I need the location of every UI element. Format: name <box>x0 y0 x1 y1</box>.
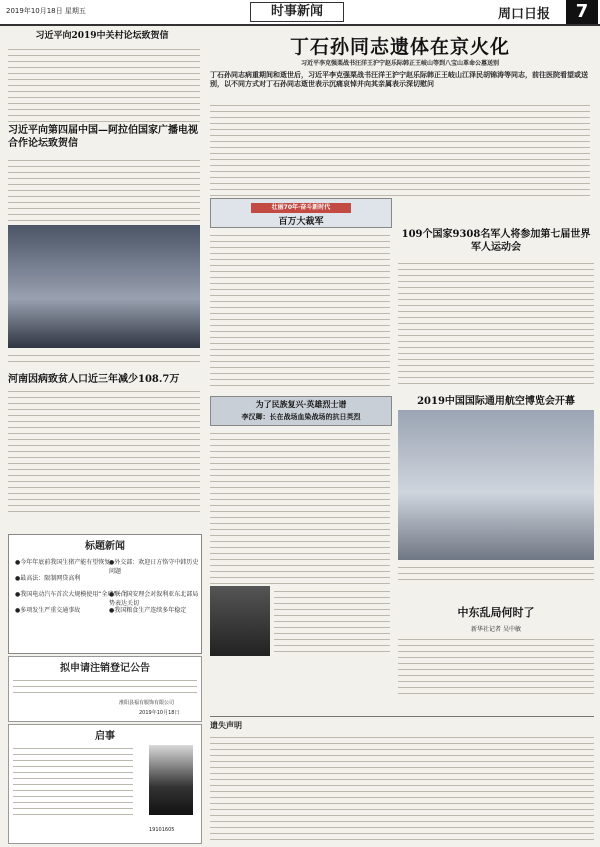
hero-series-banner <box>210 396 392 426</box>
feature-banner-label: 壮丽70年·奋斗新时代 <box>251 203 351 213</box>
aviation-caption <box>398 562 594 580</box>
right-article-2-title: 2019中国国际通用航空博览会开幕 <box>417 396 575 407</box>
feature-body <box>210 230 390 390</box>
headlines-box <box>8 534 202 654</box>
obituary-phone: 19101605 <box>149 827 175 833</box>
bottom-right-body <box>398 634 594 694</box>
right-article-1-body <box>398 258 594 388</box>
portrait-photo <box>210 586 270 656</box>
headline-item: ●我国电动汽车首次大规模使用“全球”一号 <box>15 591 129 598</box>
main-body <box>210 100 590 196</box>
hero-series-body <box>210 428 390 584</box>
notice-body <box>210 732 594 842</box>
headline-item: ●最高法：限制网贷高利 <box>15 575 81 582</box>
feature-title: 百万大裁军 <box>278 217 324 227</box>
right-article-1-title: 109个国家9308名军人将参加第七届世界军人运动会 <box>401 229 591 253</box>
obituary-portrait <box>149 745 193 815</box>
headline-item: ●多项发生严重交通事故 <box>15 607 81 614</box>
issue-date: 2019年10月18日 星期五 <box>6 7 86 15</box>
bottom-article-body <box>274 586 390 656</box>
clearance-body <box>13 675 197 697</box>
newspaper-header <box>0 0 600 26</box>
main-headline: 丁石孙同志遗体在京火化 <box>289 36 510 58</box>
hero-series-title: 李汉卿：长在战场血染战场的抗日英烈 <box>241 412 361 421</box>
obituary-body <box>13 743 133 819</box>
left-article-1-title: 习近平向2019中关村论坛致贺信 <box>35 31 169 41</box>
clearance-notice <box>8 656 202 722</box>
left-article-2-body <box>8 155 200 221</box>
section-title: 时事新闻 <box>250 2 344 22</box>
feature-banner <box>210 198 392 228</box>
left-article-2-title: 习近平向第四届中国—阿拉伯国家广播电视合作论坛致贺信 <box>8 125 198 149</box>
bottom-source: 新华社记者 吴中敏 <box>471 626 521 633</box>
bottom-headline: 中东乱局何时了 <box>457 606 535 619</box>
hero-series-label: 为了民族复兴·英雄烈士谱 <box>255 399 347 409</box>
clearance-title: 拟申请注销登记公告 <box>60 663 150 674</box>
notice-title: 遗失声明 <box>210 721 242 730</box>
obituary-notice <box>8 724 202 844</box>
aviation-photo <box>398 410 594 560</box>
headline-item: ●联合国安理会对叙利亚东北部局势表达关切 <box>109 591 199 607</box>
main-subtitle: 习近平李克强栗战书汪洋王沪宁赵乐际韩正王岐山等到八宝山革命公墓送别 <box>300 60 499 67</box>
left-photo-caption <box>8 350 200 364</box>
page-number: 7 <box>566 0 598 24</box>
left-article-1-body <box>8 44 200 122</box>
left-article-3-body <box>8 386 200 516</box>
bottom-divider <box>210 716 594 717</box>
clearance-sign: 淮阳县福有服饰有限公司 <box>119 700 175 706</box>
newspaper-brand: 周口日报 <box>498 7 551 22</box>
headline-item: ●外交部：欢迎日方恪守中韩历史问题 <box>109 559 199 575</box>
left-article-3-title: 河南因病致贫人口近三年减少108.7万 <box>8 374 180 385</box>
headlines-title: 标题新闻 <box>85 541 125 552</box>
clearance-date: 2019年10月18日 <box>139 710 180 716</box>
headline-item: ●今年年底前我国生猪产能有望恢复 <box>15 559 111 566</box>
main-lead: 丁石孙同志病重期间和逝世后，习近平李克强栗战书汪洋王沪宁赵乐际韩正王岐山江泽民胡锦涛等同志，前往医院看望或送别，以不同方式对丁石孙同志逝世表示沉痛哀悼并向其亲属表示深切慰问 <box>210 70 588 88</box>
headline-item: ●我国粮食生产连续多年稳定 <box>109 607 187 614</box>
obituary-title: 启事 <box>95 731 115 742</box>
left-photo-conference <box>8 225 200 348</box>
